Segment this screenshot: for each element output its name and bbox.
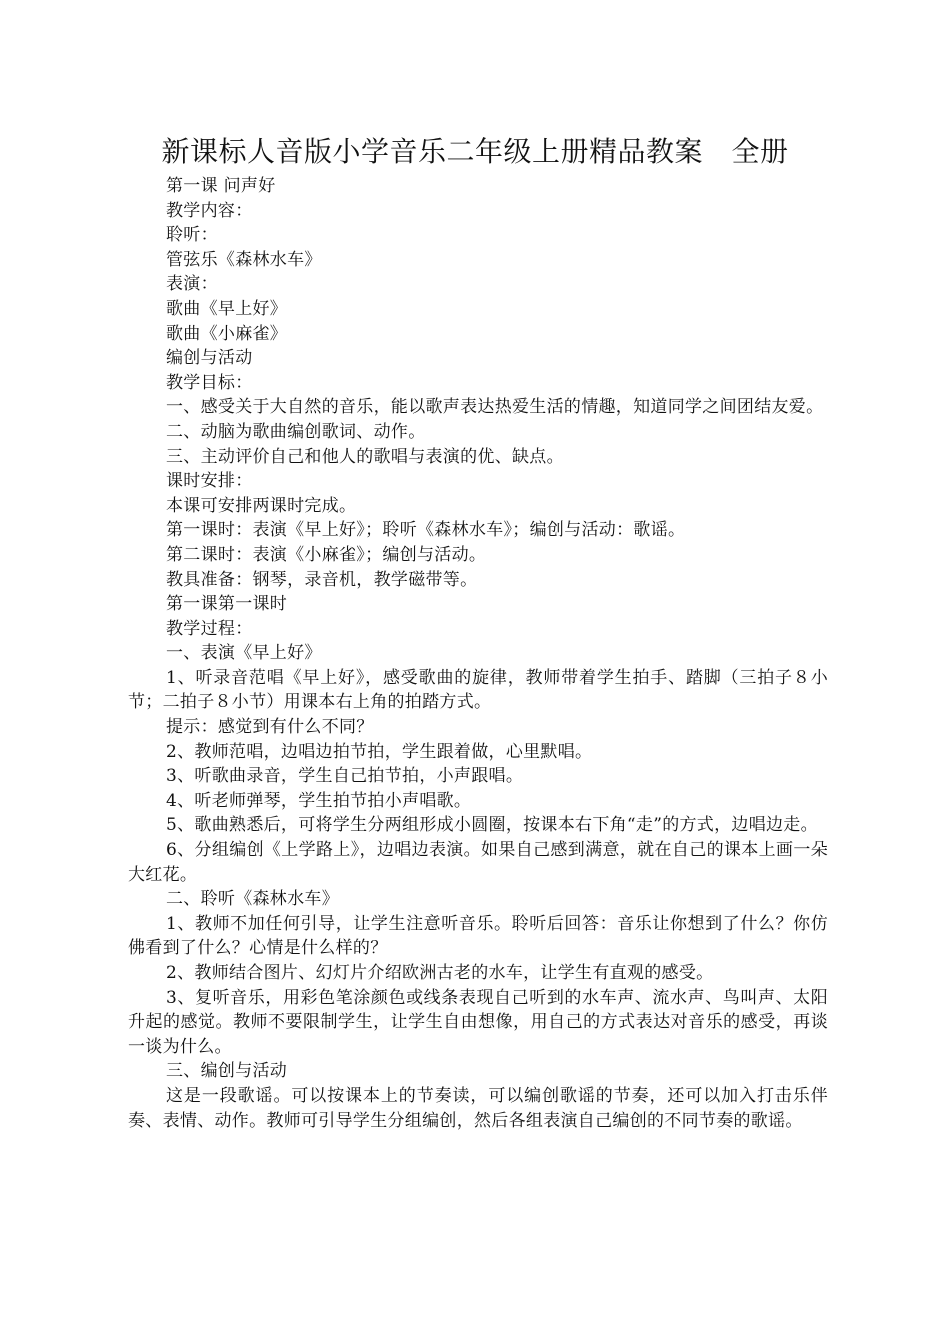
paragraph: 第一课 问声好 — [166, 176, 276, 196]
paragraph: 3、听歌曲录音，学生自己拍节拍，小声跟唱。 — [166, 766, 524, 787]
paragraph: 5、歌曲熟悉后，可将学生分两组形成小圆圈，按课本右下角“走”的方式，边唱边走。 — [166, 815, 818, 836]
paragraph: 二、动脑为歌曲编创歌词、动作。 — [166, 421, 426, 442]
paragraph: 一、感受关于大自然的音乐，能以歌声表达热爱生活的情趣，知道同学之间团结友爱。 — [166, 397, 824, 418]
paragraph: 第一课第一课时 — [166, 594, 288, 615]
paragraph: 表演： — [166, 274, 218, 295]
paragraph: 这是一段歌谣。可以按课本上的节奏读，可以编创歌谣的节奏，还可以加入打击乐伴奏、表情、动作。教师可引导学生分组编创，然后各组表演自己编创的不同节奏的歌谣。 — [128, 1085, 828, 1131]
paragraph: 第一课时：表演《早上好》；聆听《森林水车》；编创与活动：歌谣。 — [166, 520, 686, 541]
paragraph: 2、教师结合图片、幻灯片介绍欧洲古老的水车，让学生有直观的感受。 — [166, 963, 714, 983]
paragraph: 三、编创与活动 — [166, 1061, 288, 1082]
paragraph: 编创与活动 — [166, 348, 253, 369]
paragraph: 6、分组编创《上学路上》，边唱边表演。如果自己感到满意，就在自己的课本上画一朵大红花。 — [128, 840, 828, 885]
document-title: 新课标人音版小学音乐二年级上册精品教案 全册 — [161, 135, 789, 168]
paragraph: 聆听： — [166, 225, 218, 246]
paragraph: 提示：感觉到有什么不同？ — [166, 717, 374, 738]
paragraph: 教学目标： — [166, 372, 253, 393]
paragraph: 教学内容： — [166, 200, 253, 221]
paragraph: 4、听老师弹琴，学生拍节拍小声唱歌。 — [166, 790, 472, 811]
paragraph: 管弦乐《森林水车》 — [166, 249, 322, 270]
paragraph: 3、复听音乐，用彩色笔涂颜色或线条表现自己听到的水车声、流水声、鸟叫声、太阳升起的感觉。教师不要限制学生，让学生自由想像，用自己的方式表达对音乐的感受，再谈一谈为什么。 — [128, 987, 828, 1057]
paragraph: 第二课时：表演《小麻雀》；编创与活动。 — [166, 544, 487, 565]
paragraph: 课时安排： — [166, 471, 253, 492]
paragraph: 教学过程： — [166, 618, 253, 639]
paragraph: 本课可安排两课时完成。 — [166, 495, 357, 516]
paragraph: 歌曲《早上好》 — [166, 298, 288, 319]
paragraph: 1、教师不加任何引导，让学生注意听音乐。聆听后回答：音乐让你想到了什么？你仿佛看到了什么？心情是什么样的？ — [128, 913, 828, 959]
paragraph: 2、教师范唱，边唱边拍节拍，学生跟着做，心里默唱。 — [166, 741, 593, 762]
paragraph: 一、表演《早上好》 — [166, 643, 322, 664]
paragraph: 歌曲《小麻雀》 — [166, 323, 288, 344]
paragraph: 1、听录音范唱《早上好》，感受歌曲的旋律，教师带着学生拍手、踏脚（三拍子８小节；二拍子８小节）用课本右上角的拍踏方式。 — [128, 667, 828, 713]
paragraph: 三、主动评价自己和他人的歌唱与表演的优、缺点。 — [166, 446, 564, 467]
document-body — [128, 174, 828, 1133]
paragraph: 二、聆听《森林水车》 — [166, 889, 339, 910]
paragraph: 教具准备：钢琴，录音机，教学磁带等。 — [166, 569, 478, 590]
